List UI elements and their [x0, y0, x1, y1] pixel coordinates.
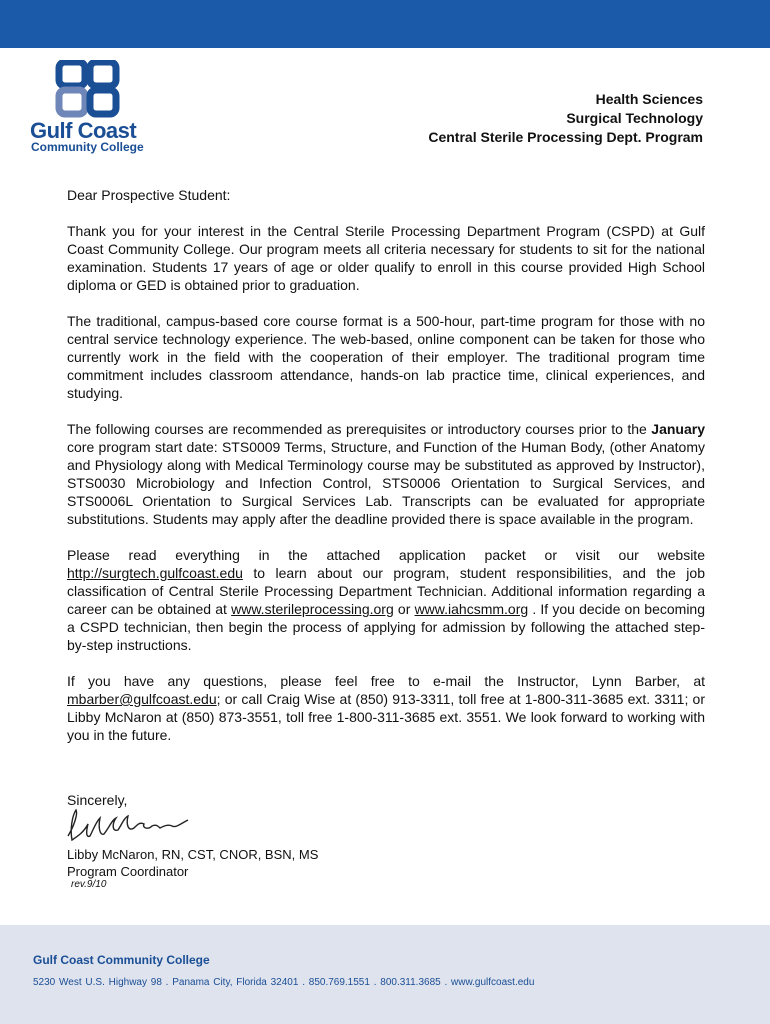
info-text-c: or: [393, 601, 415, 617]
info-text-a: Please read everything in the attached application packet or visit our website: [67, 547, 705, 563]
paragraph-info: [67, 546, 705, 654]
iahcsmm-link[interactable]: www.iahcsmm.org: [414, 601, 529, 617]
top-banner: [0, 0, 770, 48]
sterileprocessing-link[interactable]: www.sterileprocessing.org: [231, 601, 394, 617]
paragraph-contact: [67, 672, 705, 744]
paragraph-prerequisites: [67, 420, 705, 528]
revision-note: rev.9/10: [71, 879, 107, 890]
contact-text-a: If you have any questions, please feel free to e-mail the Instructor, Lynn Barber, at: [67, 673, 705, 689]
dept-line-1: Health Sciences: [595, 91, 703, 107]
logo-name: Gulf Coast: [30, 118, 137, 143]
signatory: [67, 846, 318, 880]
paragraph-format: The traditional, campus-based core course format is a 500-hour, part-time program for those with no central service technology experience. The web-based, online component can be taken for those who currently work in the field with the cooperation of their employer. The traditional program time commitment includes classroom attendance, hands-on lab practice time, clinical experiences, and studying.: [67, 313, 705, 401]
logo-subname: Community College: [31, 140, 144, 154]
surgtech-link[interactable]: http://surgtech.gulfcoast.edu: [67, 565, 243, 581]
info-text-b: to learn about our program, student responsibilities, and the job classification of Central Sterile Processing Department Technician. Additional information regarding a career can be obtained at: [67, 565, 705, 617]
prereq-month: January: [651, 421, 705, 437]
sincerely: Sincerely,: [67, 792, 128, 808]
dept-line-2: Surgical Technology: [566, 110, 703, 126]
email-link[interactable]: mbarber@gulfcoast.edu: [67, 691, 217, 707]
dept-line-3: Central Sterile Processing Dept. Program: [428, 129, 703, 145]
handwritten-signature: [64, 806, 194, 848]
signatory-name: Libby McNaron, RN, CST, CNOR, BSN, MS: [67, 847, 319, 862]
department-heading: [428, 90, 703, 147]
paragraph-intro: Thank you for your interest in the Central Sterile Processing Department Program (CSPD) at Gulf Coast Community College. Our program meets all criteria necessary for students to sit for the national examination. Students 17 years of age or older qualify to enroll in this course provided High School diploma or GED is obtained prior to graduation.: [67, 223, 705, 293]
info-text-d: . If you decide on becoming a CSPD technician, then begin the process of applying for admission by following the attached step-by-step instructions.: [67, 601, 706, 653]
footer: [0, 925, 770, 1024]
prereq-text-a: The following courses are recommended as prerequisites or introductory courses prior to the: [67, 421, 652, 437]
signatory-title: Program Coordinator: [67, 864, 189, 879]
prereq-text-b: core program start date: STS0009 Terms, Structure, and Function of the Human Body, (other Anatomy and Physiology along with Medical Terminology course may be substituted as approved by Instructor), STS0030 Microbiology and Infection Control, STS0006 Orientation to Surgical Services, and STS0006L Orientation to Surgical Services Lab. Transcripts can be evaluated for appropriate substitutions. Students may apply after the deadline provided there is space available in the program.: [67, 439, 705, 527]
footer-address: 5230 West U.S. Highway 98 . Panama City, Florida 32401 . 850.769.1551 . 800.311.3685 . www.gulfcoast.edu: [33, 977, 535, 988]
greeting: Dear Prospective Student:: [67, 187, 231, 203]
footer-college-name: Gulf Coast Community College: [33, 953, 210, 967]
contact-text-b: ; or call Craig Wise at (850) 913-3311, toll free at 1-800-311-3685 ext. 3311; or Libby McNaron at (850) 873-3551, toll free 1-800-311-3685 ext. 3551. We look forward to working with you in the future.: [67, 691, 705, 743]
letter-body: [67, 186, 705, 762]
